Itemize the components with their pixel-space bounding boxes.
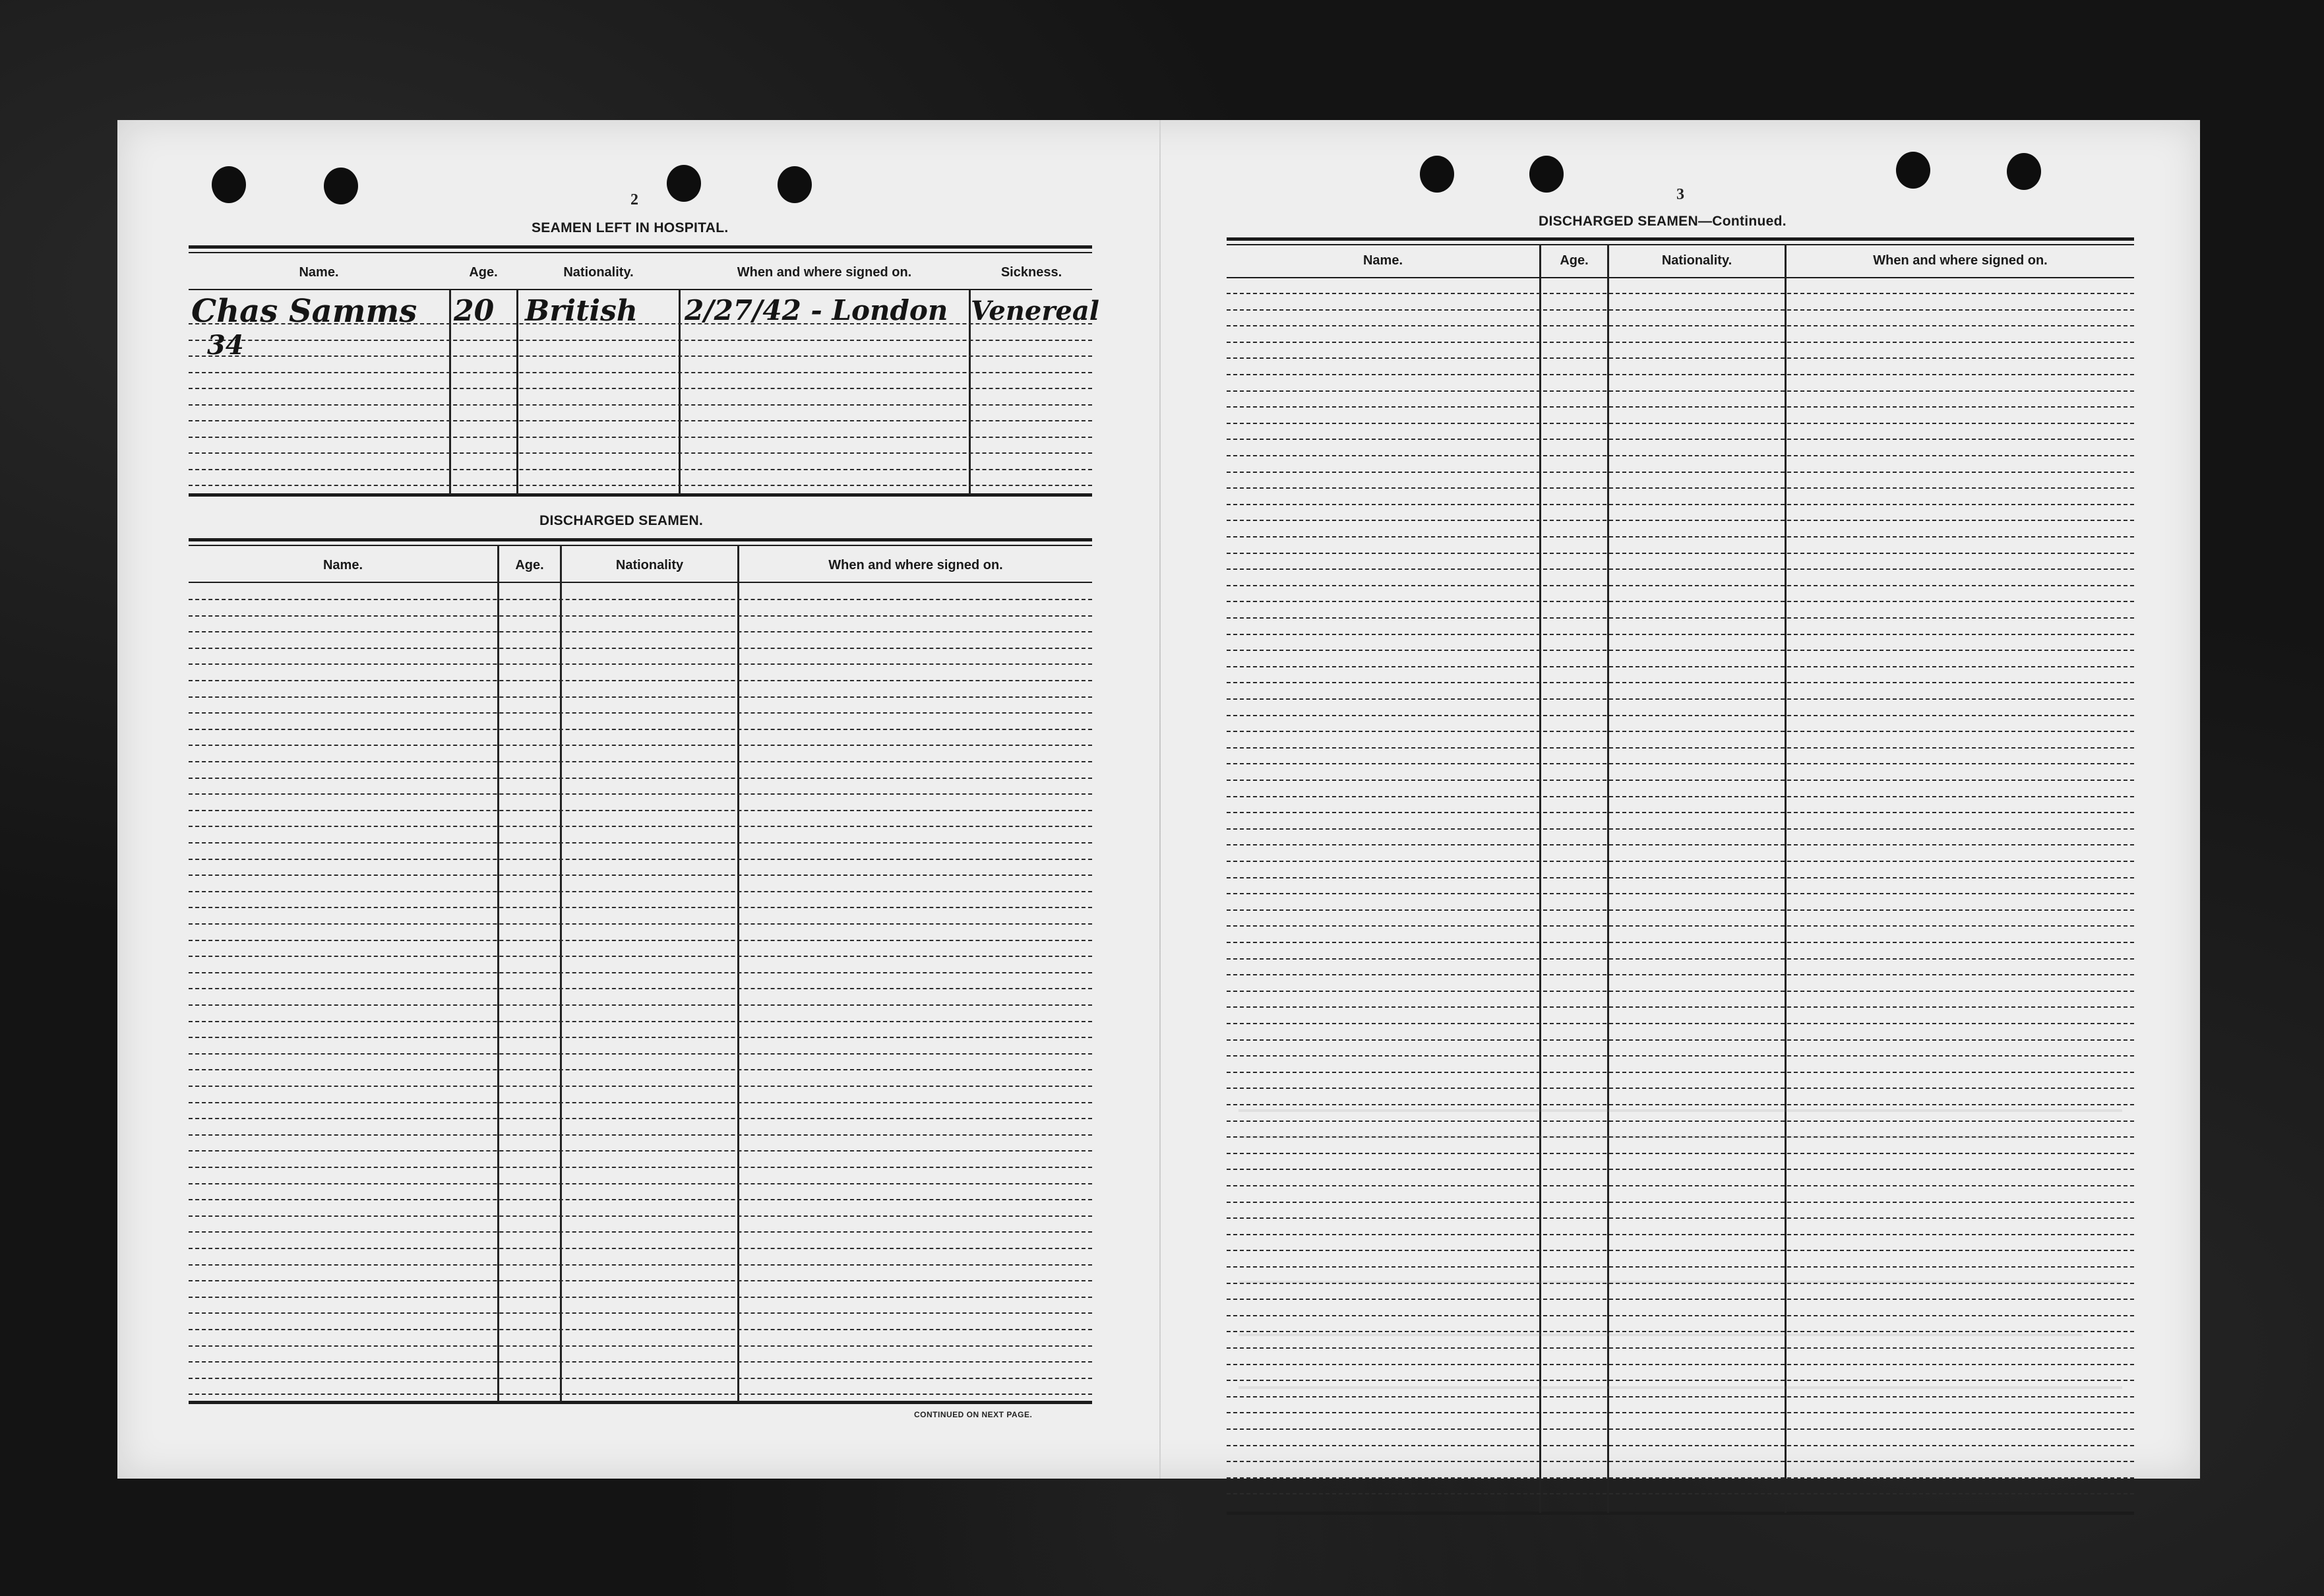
ruled-line [1227, 958, 2134, 960]
ruled-line [1227, 925, 2134, 927]
page-number: 3 [1676, 186, 1684, 203]
ruled-line [1227, 325, 2134, 326]
ruled-line [189, 1134, 1092, 1136]
ruled-line [1227, 991, 2134, 992]
ruled-line [189, 437, 1092, 438]
ruled-line [1227, 731, 2134, 732]
ruled-line [189, 1086, 1092, 1087]
ruled-line [189, 1053, 1092, 1055]
ruled-line [1227, 634, 2134, 635]
ruled-line [1227, 1364, 2134, 1365]
page-number: 2 [630, 191, 638, 208]
ruled-line [189, 631, 1092, 632]
ruled-line [1227, 682, 2134, 683]
bleed-through-text [1238, 1281, 2122, 1283]
ruled-line [189, 940, 1092, 941]
ruled-line [1227, 666, 2134, 667]
ruled-line [1227, 1412, 2134, 1413]
ruled-line [189, 1248, 1092, 1249]
ruled-line [1227, 1315, 2134, 1316]
table-top-rule [189, 252, 1092, 253]
ruled-line [189, 826, 1092, 827]
ruled-line [189, 452, 1092, 454]
ruled-line [1227, 1445, 2134, 1446]
column-divider [737, 545, 739, 1402]
column-header-name: Name. [1362, 253, 1403, 268]
bleed-through-text [1238, 1136, 2030, 1138]
ruled-line [189, 875, 1092, 876]
ruled-line [189, 810, 1092, 811]
ruled-line [189, 1394, 1092, 1395]
ruled-line [1227, 812, 2134, 813]
ruled-line [1227, 1006, 2134, 1008]
ruled-line [1227, 1088, 2134, 1089]
ruled-line [1227, 1055, 2134, 1057]
column-divider [1607, 244, 1609, 1513]
ruled-line [1227, 1250, 2134, 1251]
punch-hole [212, 166, 246, 203]
ruled-line [1227, 601, 2134, 602]
ruled-line [1227, 650, 2134, 651]
column-divider [679, 290, 681, 495]
ruled-line [1227, 1072, 2134, 1073]
ruled-line [1227, 1331, 2134, 1332]
column-divider [1785, 244, 1787, 1513]
ruled-line [1227, 877, 2134, 878]
hospital-table [189, 245, 1099, 499]
table-bottom-rule [1227, 1512, 2134, 1515]
ruled-line [189, 1199, 1092, 1200]
ruled-line [1227, 780, 2134, 781]
hospital-section-title: SEAMEN LEFT IN HOSPITAL. [532, 220, 729, 235]
ruled-line [189, 972, 1092, 973]
column-divider [497, 545, 499, 1402]
ruled-line [189, 469, 1092, 470]
ruled-line [189, 485, 1092, 486]
ruled-line [1227, 1380, 2134, 1381]
ruled-line [189, 956, 1092, 957]
ruled-line [1227, 487, 2134, 489]
ruled-line [1227, 1428, 2134, 1430]
ruled-line [189, 1150, 1092, 1151]
ruled-line [1227, 828, 2134, 830]
ruled-line [1227, 553, 2134, 554]
ruled-line [189, 1297, 1092, 1298]
ruled-line [1227, 1493, 2134, 1494]
ruled-line [189, 340, 1092, 341]
punch-hole [667, 165, 701, 202]
ruled-line [189, 891, 1092, 892]
ruled-line [189, 1312, 1092, 1314]
ruled-line [1227, 1104, 2134, 1105]
ruled-line [189, 1280, 1092, 1281]
punch-hole [1896, 152, 1930, 189]
hospital-entry-age: 20 [454, 294, 495, 328]
ruled-line [189, 388, 1092, 389]
ruled-line [189, 372, 1092, 373]
ruled-line [1227, 504, 2134, 505]
ruled-line [1227, 715, 2134, 716]
ruled-line [1227, 1153, 2134, 1154]
punch-hole [1420, 156, 1454, 193]
table-bottom-rule [189, 1401, 1092, 1404]
column-divider [516, 290, 518, 495]
ruled-line [189, 778, 1092, 779]
column-header-nationality: Nationality [615, 558, 684, 572]
ruled-line [1227, 1039, 2134, 1041]
ruled-line [1227, 698, 2134, 700]
ruled-line [189, 648, 1092, 649]
ruled-line [189, 599, 1092, 600]
ruled-line [1227, 390, 2134, 392]
ruled-line [1227, 1477, 2134, 1479]
ruled-line [1227, 309, 2134, 311]
ruled-line [189, 404, 1092, 406]
continued-note: CONTINUED ON NEXT PAGE. [914, 1410, 1033, 1419]
ruled-line [189, 1231, 1092, 1233]
ruled-line [189, 1345, 1092, 1347]
header-bottom-rule [189, 582, 1092, 583]
ruled-line [1227, 942, 2134, 943]
column-header-name: Name. [299, 265, 339, 280]
ruled-line [189, 680, 1092, 681]
ruled-line [1227, 1217, 2134, 1219]
ruled-line [1227, 844, 2134, 845]
ruled-line [1227, 1299, 2134, 1300]
ruled-line [1227, 617, 2134, 619]
ruled-line [1227, 1202, 2134, 1203]
ruled-line [189, 355, 1092, 357]
ruled-line [189, 1215, 1092, 1217]
ruled-line [1227, 909, 2134, 911]
ruled-line [1227, 439, 2134, 440]
column-header-age: Age. [469, 265, 498, 280]
ruled-line [189, 1183, 1092, 1184]
column-header-signed-on: When and where signed on. [1873, 253, 2048, 268]
table-top-rule [189, 245, 1092, 249]
ruled-line [1227, 796, 2134, 797]
ruled-line [1227, 423, 2134, 424]
ruled-line [1227, 861, 2134, 862]
header-bottom-rule [1227, 277, 2134, 278]
ruled-line [189, 1021, 1092, 1022]
table-top-rule [189, 545, 1092, 546]
ruled-line [1227, 1023, 2134, 1024]
page-fold [1159, 120, 1161, 1479]
ruled-line [189, 1102, 1092, 1103]
hospital-entry-note: 34 [207, 330, 244, 361]
ruled-line [1227, 747, 2134, 749]
punch-hole [1529, 156, 1564, 193]
ruled-line [189, 696, 1092, 698]
ruled-line [1227, 568, 2134, 570]
ruled-line [189, 1167, 1092, 1168]
ruled-line [1227, 520, 2134, 521]
hospital-entry-signed-on: 2/27/42 - London [685, 294, 948, 326]
bleed-through-text [1238, 1334, 2083, 1336]
ruled-line [1227, 763, 2134, 764]
ruled-line [1227, 1185, 2134, 1186]
ruled-line [1227, 536, 2134, 537]
table-bottom-rule [189, 493, 1092, 497]
column-header-nationality: Nationality. [1661, 253, 1732, 268]
ruled-line [189, 729, 1092, 730]
ruled-line [1227, 1396, 2134, 1397]
ruled-line [189, 1118, 1092, 1119]
discharged-section-title: DISCHARGED SEAMEN. [539, 513, 704, 528]
punch-hole [2007, 153, 2041, 190]
ruled-line [189, 988, 1092, 989]
column-divider [1539, 244, 1541, 1513]
header-bottom-rule [189, 289, 1092, 290]
ruled-line [1227, 1266, 2134, 1268]
ruled-line [189, 1361, 1092, 1363]
ruled-line [189, 745, 1092, 746]
hospital-entry-name: Chas Samms [191, 293, 417, 330]
hospital-entry-nationality: British [525, 294, 638, 328]
ruled-line [1227, 1120, 2134, 1122]
ruled-line [1227, 406, 2134, 408]
ruled-line [1227, 1347, 2134, 1349]
ruled-line [1227, 893, 2134, 894]
column-divider [560, 545, 562, 1402]
ruled-line [189, 907, 1092, 908]
column-header-sickness: Sickness. [1000, 265, 1062, 280]
ruled-line [189, 663, 1092, 665]
table-top-rule [1227, 244, 2134, 245]
ruled-line [1227, 374, 2134, 375]
ruled-line [189, 712, 1092, 714]
ruled-line [1227, 293, 2134, 294]
discharged-continued-title: DISCHARGED SEAMEN—Continued. [1539, 214, 1787, 229]
ruled-line [1227, 974, 2134, 975]
ruled-line [189, 761, 1092, 762]
column-header-name: Name. [322, 558, 363, 572]
bleed-through-text [1238, 1386, 2122, 1389]
column-divider [449, 290, 451, 495]
ruled-line [1227, 1461, 2134, 1462]
manifest-sheet [117, 120, 2200, 1479]
punch-hole [324, 168, 358, 204]
discharged-table-left [189, 538, 1092, 1534]
column-header-nationality: Nationality. [563, 265, 634, 280]
column-header-age: Age. [1560, 253, 1589, 268]
ruled-line [189, 859, 1092, 860]
ruled-line [1227, 357, 2134, 359]
punch-hole [778, 166, 812, 203]
hospital-entry-sickness: Venereal [971, 295, 1099, 326]
ruled-line [1227, 472, 2134, 473]
table-top-rule [189, 538, 1092, 541]
ruled-line [1227, 1234, 2134, 1235]
table-top-rule [1227, 237, 2134, 241]
ruled-line [189, 1004, 1092, 1006]
ruled-line [1227, 455, 2134, 456]
ruled-line [1227, 1169, 2134, 1170]
column-header-age: Age. [515, 558, 544, 572]
ruled-line [189, 923, 1092, 925]
ruled-line [189, 793, 1092, 795]
ruled-line [189, 1264, 1092, 1266]
column-header-signed-on: When and where signed on. [828, 558, 1003, 572]
ruled-line [189, 615, 1092, 617]
column-header-signed-on: When and where signed on. [737, 265, 912, 280]
ruled-line [189, 1378, 1092, 1379]
ruled-line [189, 842, 1092, 844]
discharged-table-right [1227, 237, 2134, 1517]
ruled-line [1227, 342, 2134, 343]
ruled-line [189, 1069, 1092, 1070]
ruled-line [189, 1037, 1092, 1038]
ruled-line [189, 420, 1092, 421]
ruled-line [189, 1329, 1092, 1330]
bleed-through-text [1238, 1109, 2122, 1112]
ruled-line [1227, 585, 2134, 586]
